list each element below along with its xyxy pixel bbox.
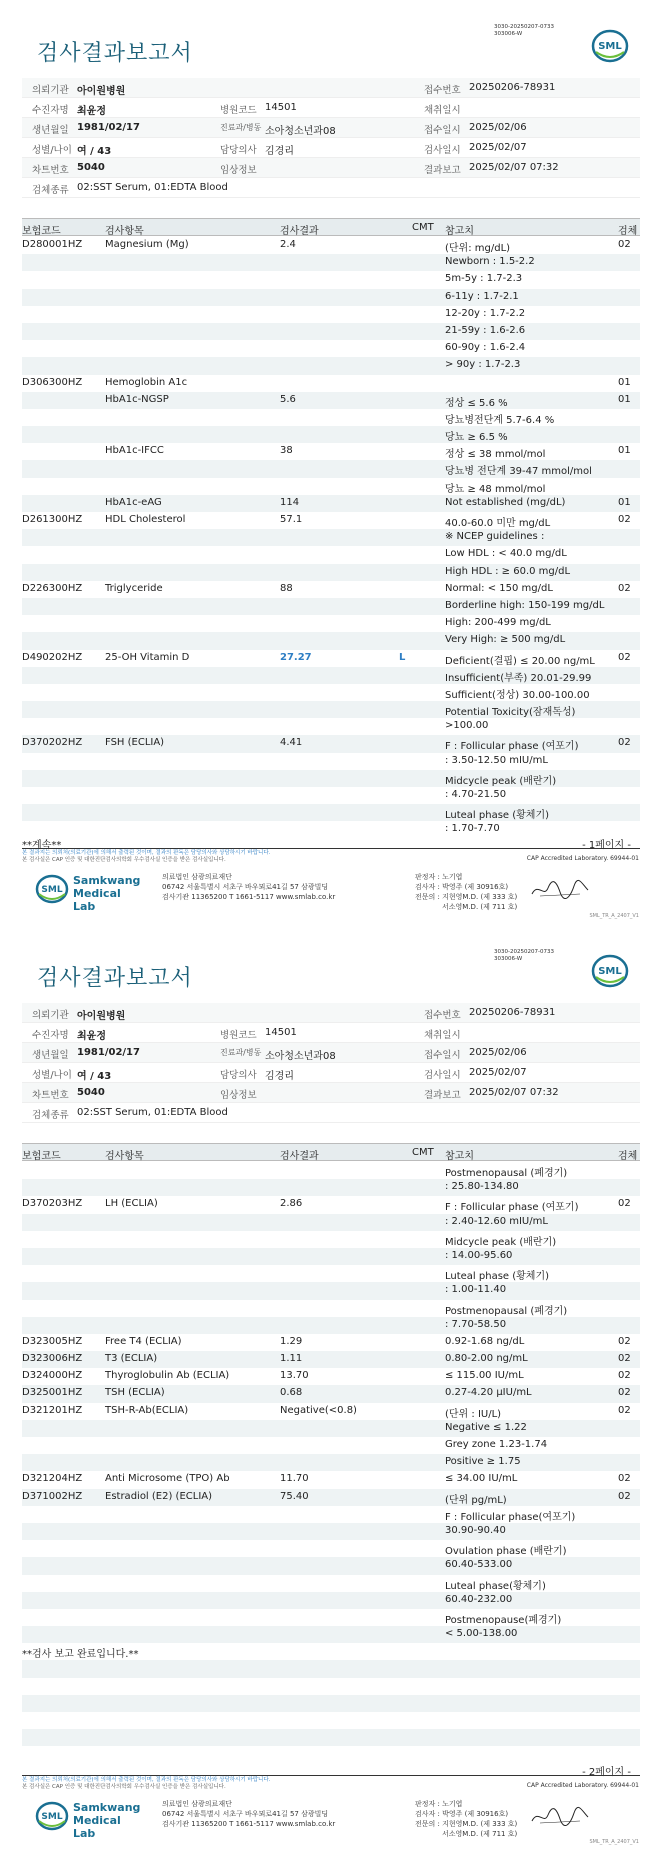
table-row — [22, 598, 640, 615]
row-reference: Borderline high: 150-199 mg/dL — [445, 599, 605, 611]
lab-address: 의료법인 삼광의료재단 06742 서울특별시 서초구 바우뫼로41길 57 삼광빌딩 검사기관 11365200 T 1661-5117 www.smlab.co.kr — [162, 1800, 336, 1828]
row-code: D370202HZ — [22, 737, 83, 749]
table-row — [22, 1575, 640, 1592]
row-item: Estradiol (E2) (ECLIA) — [105, 1490, 213, 1502]
table-row — [22, 1403, 640, 1420]
svg-text:SML: SML — [598, 966, 622, 977]
report-date: 2025/02/07 07:32 — [469, 1087, 559, 1098]
row-item: HbA1c-eAG — [105, 496, 162, 508]
disclaimer: 본 결과지는 의뢰처(의료기관)에 의해서 출력된 것이며, 결과의 판독은 담당의사와 상담하시기 바랍니다. 본 검사실은 CAP 인증 및 대한진단검사의학회 우수검사실 인증을 받은 검사실입니다. — [22, 1777, 271, 1790]
samkwang-logo-icon — [35, 1799, 69, 1833]
row-result: 1.11 — [280, 1353, 303, 1365]
row-reference: 당뇨병 전단계 39-47 mmol/mol — [445, 466, 592, 478]
row-code: D325001HZ — [22, 1387, 83, 1399]
report-title: 검사결과보고서 — [37, 41, 193, 66]
row-code: D321204HZ — [22, 1473, 83, 1485]
row-reference: Postmenopausal (폐경기) — [445, 1305, 568, 1317]
row-reference: 6-11y : 1.7-2.1 — [445, 290, 519, 302]
receipt-date: 2025/02/06 — [469, 1047, 527, 1058]
row-reference: : 1.00-11.40 — [445, 1284, 507, 1296]
institution: 아이원병원 — [77, 1011, 126, 1022]
table-row — [22, 1626, 640, 1643]
table-row — [22, 753, 640, 770]
dept: 소아청소년과08 — [265, 1051, 336, 1062]
table-row — [22, 821, 640, 838]
row-reference: Midcycle peak (배란기) — [445, 775, 557, 787]
row-reference: 정상 ≤ 38 mmol/mol — [445, 449, 546, 461]
svg-text:SML: SML — [41, 885, 63, 895]
row-result: Negative(<0.8) — [280, 1404, 357, 1416]
row-reference: 40.0-60.0 미만 mg/dL — [445, 518, 551, 529]
table-row — [22, 1609, 640, 1626]
table-row — [22, 1592, 640, 1609]
hospital-code: 14501 — [265, 1027, 297, 1038]
row-reference: 60-90y : 1.6-2.4 — [445, 342, 526, 354]
row-reference: : 1.70-7.70 — [445, 823, 500, 835]
table-row — [22, 495, 640, 512]
row-result: 4.41 — [280, 737, 303, 749]
row-item: Triglyceride — [105, 582, 163, 594]
results-header: 보험코드 검사항목 검사결과 CMT 참고치 검체 — [22, 218, 640, 236]
row-result: 5.6 — [280, 393, 296, 405]
dob: 1981/02/17 — [77, 1047, 140, 1058]
row-item: TSH-R-Ab(ECLIA) — [105, 1404, 189, 1416]
test-date: 2025/02/07 — [469, 142, 527, 153]
page-number: - 1페이지 - — [582, 840, 631, 851]
row-reference: Low HDL : < 40.0 mg/dL — [445, 548, 567, 560]
row-reference: 당뇨 ≥ 6.5 % — [445, 432, 508, 444]
row-code: D324000HZ — [22, 1370, 83, 1382]
row-specimen: 02 — [618, 239, 631, 250]
row-reference: > 90y : 1.7-2.3 — [445, 359, 521, 371]
table-row — [22, 1368, 640, 1385]
table-row — [22, 443, 640, 460]
dept: 소아청소년과08 — [265, 126, 336, 137]
table-row — [22, 804, 640, 821]
row-result: 38 — [280, 445, 293, 457]
table-row — [22, 1746, 640, 1763]
table-row — [22, 1351, 640, 1368]
row-specimen: 02 — [618, 1404, 631, 1416]
row-reference: F : Follicular phase (여포기) — [445, 741, 579, 753]
row-reference: Luteal phase (황체기) — [445, 1271, 550, 1283]
row-result: 1.29 — [280, 1335, 303, 1347]
row-specimen: 02 — [618, 1353, 631, 1365]
row-reference: Not established (mg/dL) — [445, 496, 566, 508]
row-item: LH (ECLIA) — [105, 1198, 158, 1210]
row-reference: Positive ≥ 1.75 — [445, 1456, 521, 1468]
table-row — [22, 735, 640, 752]
results-table-page-1 — [22, 237, 640, 839]
table-row — [22, 306, 640, 323]
sml-logo-icon — [591, 28, 629, 64]
row-item: Anti Microsome (TPO) Ab — [105, 1473, 230, 1485]
barcode-text: 3030-20250207-0733 303006-W — [494, 949, 554, 962]
table-row — [22, 1437, 640, 1454]
table-row — [22, 770, 640, 787]
row-result: 11.70 — [280, 1473, 309, 1485]
test-date: 2025/02/07 — [469, 1067, 527, 1078]
table-row — [22, 289, 640, 306]
row-reference: F : Follicular phase(여포기) — [445, 1511, 576, 1523]
row-reference: Grey zone 1.23-1.74 — [445, 1439, 548, 1450]
row-specimen: 01 — [618, 376, 631, 388]
samkwang-logo: SML Samkwang Medical Lab — [35, 868, 135, 910]
report-title: 검사결과보고서 — [37, 966, 193, 991]
row-result: 57.1 — [280, 514, 303, 525]
row-reference: (단위 : IU/L) — [445, 1408, 502, 1420]
row-reference: 30.90-90.40 — [445, 1524, 506, 1536]
table-row — [22, 1196, 640, 1213]
results-table-page-2 — [22, 1162, 640, 1764]
row-reference: : 2.40-12.60 mIU/mL — [445, 1215, 548, 1227]
row-specimen: 02 — [618, 1370, 631, 1382]
row-reference: >100.00 — [445, 720, 489, 732]
row-result: 27.27 — [280, 651, 312, 663]
table-row — [22, 1317, 640, 1334]
row-specimen: 02 — [618, 1387, 631, 1399]
table-row — [22, 1523, 640, 1540]
row-code: D490202HZ — [22, 651, 83, 663]
row-specimen: 02 — [618, 1198, 631, 1210]
row-specimen: 01 — [618, 496, 631, 508]
row-item: 25-OH Vitamin D — [105, 651, 190, 663]
row-specimen: 02 — [618, 582, 631, 594]
table-row — [22, 340, 640, 357]
row-reference: Negative ≤ 1.22 — [445, 1421, 527, 1433]
row-reference: Luteal phase(황체기) — [445, 1580, 546, 1592]
table-row — [22, 512, 640, 529]
patient-name: 최윤정 — [77, 1031, 106, 1042]
table-row — [22, 650, 640, 667]
table-row — [22, 718, 640, 735]
row-reference: Insufficient(부족) 20.01-29.99 — [445, 672, 592, 684]
row-reference: Postmenopausal (폐경기) — [445, 1168, 568, 1179]
specimen: 02:SST Serum, 01:EDTA Blood — [77, 182, 228, 193]
table-row — [22, 1179, 640, 1196]
table-row — [22, 1557, 640, 1574]
table-row — [22, 426, 640, 443]
row-item: HbA1c-IFCC — [105, 445, 164, 457]
patient-info: 의뢰기관 아이원병원 접수번호 20250206-78931 수진자명 최윤정 병원코드 14501 채취일시 생년월일 1981/02/17 진료과/병동 소아청소년과08 접수일시 2025/02/06 성별/나이 여 / 43 담당의사 김경리 검사일시 2025/02/07 차트번호 5040 임상정보 결과보고 2025/02/07 07:32 검체종류 02:SST Serum, 01:EDTA Blood — [22, 1003, 640, 1123]
table-row — [22, 615, 640, 632]
patient-info: 의뢰기관 아이원병원 접수번호 20250206-78931 수진자명 최윤정 병원코드 14501 채취일시 생년월일 1981/02/17 진료과/병동 소아청소년과08 접수일시 2025/02/06 성별/나이 여 / 43 담당의사 김경리 검사일시 2025/02/07 차트번호 5040 임상정보 결과보고 2025/02/07 07:32 검체종류 02:SST Serum, 01:EDTA Blood — [22, 78, 640, 198]
row-code: D371002HZ — [22, 1490, 83, 1502]
barcode-text: 3030-20250207-0733 303006-W — [494, 24, 554, 37]
row-reference: : 25.80-134.80 — [445, 1181, 519, 1193]
row-result: 0.68 — [280, 1387, 303, 1399]
row-reference: Midcycle peak (배란기) — [445, 1236, 557, 1248]
table-row — [22, 1214, 640, 1231]
table-row — [22, 1454, 640, 1471]
row-item: Free T4 (ECLIA) — [105, 1335, 182, 1347]
table-row — [22, 564, 640, 581]
table-row — [22, 409, 640, 426]
row-reference: 0.92-1.68 ng/dL — [445, 1335, 525, 1347]
row-reference: (단위: mg/dL) — [445, 243, 511, 254]
cap-accreditation: CAP Accredited Laboratory. 69944-01 — [526, 1782, 639, 1789]
table-row — [22, 1643, 640, 1660]
table-row — [22, 667, 640, 684]
continued-label: **계속** — [22, 840, 62, 851]
table-row — [22, 1729, 640, 1746]
row-item: Thyroglobulin Ab (ECLIA) — [105, 1370, 230, 1382]
row-reference: 60.40-533.00 — [445, 1559, 513, 1571]
row-reference: : 7.70-58.50 — [445, 1318, 507, 1330]
table-row — [22, 392, 640, 409]
row-code: D323006HZ — [22, 1353, 83, 1365]
row-reference: : 14.00-95.60 — [445, 1249, 513, 1261]
table-row — [22, 323, 640, 340]
chart-no: 5040 — [77, 162, 105, 173]
chart-no: 5040 — [77, 1087, 105, 1098]
report-date: 2025/02/07 07:32 — [469, 162, 559, 173]
doctor: 김경리 — [265, 1071, 294, 1082]
row-code: D323005HZ — [22, 1335, 83, 1347]
cap-accreditation: CAP Accredited Laboratory. 69944-01 — [526, 855, 639, 862]
row-specimen: 02 — [618, 514, 631, 525]
samkwang-logo: SML Samkwang Medical Lab — [35, 1795, 135, 1837]
row-result: 13.70 — [280, 1370, 309, 1382]
table-row — [22, 237, 640, 254]
row-code: D226300HZ — [22, 582, 83, 594]
row-reference: Newborn : 1.5-2.2 — [445, 256, 535, 268]
row-code: D321201HZ — [22, 1404, 83, 1416]
table-row — [22, 684, 640, 701]
table-row — [22, 478, 640, 495]
doctor: 김경리 — [265, 146, 294, 157]
row-item: FSH (ECLIA) — [105, 737, 165, 749]
row-reference: 5m-5y : 1.7-2.3 — [445, 273, 523, 285]
table-row — [22, 1489, 640, 1506]
form-code: SML_TR_A_2407_V1 — [589, 1839, 639, 1845]
row-item: TSH (ECLIA) — [105, 1387, 165, 1399]
table-row — [22, 1248, 640, 1265]
row-reference: : 3.50-12.50 mIU/mL — [445, 754, 548, 766]
row-reference: (단위 pg/mL) — [445, 1494, 507, 1506]
table-row — [22, 1678, 640, 1695]
row-reference: < 5.00-138.00 — [445, 1628, 518, 1640]
page-number: - 2페이지 - — [582, 1767, 631, 1778]
row-specimen: 02 — [618, 1490, 631, 1502]
table-row — [22, 529, 640, 546]
row-code: D306300HZ — [22, 376, 83, 388]
row-result: 2.86 — [280, 1198, 303, 1210]
row-specimen: 02 — [618, 1335, 631, 1347]
table-row — [22, 1540, 640, 1557]
signatories: 판정자 : 노기엽 검사자 : 박영주 (제 30916호) 전문의 : 지현영M.D. (제 333 호) 서소영M.D. (제 711 호) — [415, 873, 518, 911]
row-code: D280001HZ — [22, 239, 83, 250]
table-row — [22, 1471, 640, 1488]
row-reference: F : Follicular phase (여포기) — [445, 1202, 579, 1214]
report-page-2 — [0, 925, 655, 1850]
row-reference: Ovulation phase (배란기) — [445, 1546, 567, 1558]
receipt-no: 20250206-78931 — [469, 82, 556, 93]
disclaimer: 본 결과지는 의뢰처(의료기관)에 의해서 출력된 것이며, 결과의 판독은 담당의사와 상담하시기 바랍니다. 본 검사실은 CAP 인증 및 대한진단검사의학회 우수검사실 인증을 받은 검사실입니다. — [22, 850, 271, 863]
row-reference: High HDL : ≥ 60.0 mg/dL — [445, 565, 571, 577]
table-row — [22, 1300, 640, 1317]
row-reference: ≤ 115.00 IU/mL — [445, 1370, 524, 1382]
patient-name: 최윤정 — [77, 106, 106, 117]
row-reference: 60.40-232.00 — [445, 1593, 513, 1605]
samkwang-logo-icon — [35, 872, 69, 906]
row-reference: 0.27-4.20 μIU/mL — [445, 1387, 532, 1399]
dob: 1981/02/17 — [77, 122, 140, 133]
table-row — [22, 1162, 640, 1179]
signature-icon — [530, 878, 590, 902]
table-row — [22, 701, 640, 718]
row-result: 88 — [280, 582, 293, 594]
sml-logo-icon — [591, 953, 629, 989]
table-row — [22, 271, 640, 288]
row-specimen: 01 — [618, 393, 631, 405]
row-code: D370203HZ — [22, 1198, 83, 1210]
receipt-no: 20250206-78931 — [469, 1007, 556, 1018]
table-row — [22, 254, 640, 271]
row-reference: Deficient(결핍) ≤ 20.00 ng/mL — [445, 655, 595, 667]
table-row — [22, 375, 640, 392]
row-reference: Postmenopause(폐경기) — [445, 1614, 562, 1626]
row-result: 114 — [280, 496, 300, 508]
row-reference: ※ NCEP guidelines : — [445, 531, 545, 543]
row-item: HbA1c-NGSP — [105, 393, 169, 405]
table-row — [22, 1660, 640, 1677]
row-item: T3 (ECLIA) — [105, 1353, 158, 1365]
table-row — [22, 460, 640, 477]
row-result: 2.4 — [280, 239, 296, 250]
signatories: 판정자 : 노기엽 검사자 : 박영주 (제 30916호) 전문의 : 지현영M.D. (제 333 호) 서소영M.D. (제 711 호) — [415, 1800, 518, 1838]
table-row — [22, 1334, 640, 1351]
row-reference: High: 200-499 mg/dL — [445, 617, 551, 629]
svg-text:SML: SML — [598, 41, 622, 52]
table-row — [22, 1506, 640, 1523]
lab-address: 의료법인 삼광의료재단 06742 서울특별시 서초구 바우뫼로41길 57 삼광빌딩 검사기관 11365200 T 1661-5117 www.smlab.co.kr — [162, 873, 336, 901]
row-code: **검사 보고 완료입니다.** — [22, 1649, 139, 1661]
table-row — [22, 357, 640, 374]
table-row — [22, 546, 640, 563]
hospital-code: 14501 — [265, 102, 297, 113]
row-item: HDL Cholesterol — [105, 514, 186, 525]
table-row — [22, 1282, 640, 1299]
signature-icon — [530, 1805, 590, 1829]
table-row — [22, 581, 640, 598]
row-reference: Potential Toxicity(잠재독성) — [445, 707, 576, 719]
receipt-date: 2025/02/06 — [469, 122, 527, 133]
results-header: 보험코드 검사항목 검사결과 CMT 참고치 검체 — [22, 1143, 640, 1161]
row-reference: Sufficient(정상) 30.00-100.00 — [445, 689, 590, 701]
form-code: SML_TR_A_2407_V1 — [589, 913, 639, 919]
institution: 아이원병원 — [77, 86, 126, 97]
row-specimen: 02 — [618, 737, 631, 749]
row-reference: ≤ 34.00 IU/mL — [445, 1473, 518, 1485]
row-reference: Luteal phase (황체기) — [445, 810, 550, 822]
row-specimen: 02 — [618, 651, 631, 663]
row-reference: 정상 ≤ 5.6 % — [445, 397, 508, 409]
table-row — [22, 787, 640, 804]
table-row — [22, 1231, 640, 1248]
row-item: Magnesium (Mg) — [105, 239, 189, 250]
table-row — [22, 1712, 640, 1729]
row-specimen: 02 — [618, 1473, 631, 1485]
sex-age: 여 / 43 — [77, 1071, 112, 1082]
row-code: D261300HZ — [22, 514, 83, 525]
row-reference: Very High: ≥ 500 mg/dL — [445, 634, 566, 646]
row-reference: 21-59y : 1.6-2.6 — [445, 324, 526, 336]
row-reference: 12-20y : 1.7-2.2 — [445, 307, 526, 319]
row-item: Hemoglobin A1c — [105, 376, 188, 388]
row-reference: 당뇨병전단계 5.7-6.4 % — [445, 414, 555, 426]
row-reference: : 4.70-21.50 — [445, 789, 507, 800]
table-row — [22, 1265, 640, 1282]
svg-text:SML: SML — [41, 1812, 63, 1822]
row-reference: Normal: < 150 mg/dL — [445, 582, 553, 594]
table-row — [22, 1695, 640, 1712]
row-result: 75.40 — [280, 1490, 309, 1502]
table-row — [22, 1385, 640, 1402]
table-row — [22, 1420, 640, 1437]
specimen: 02:SST Serum, 01:EDTA Blood — [77, 1107, 228, 1118]
row-reference: 0.80-2.00 ng/mL — [445, 1353, 528, 1365]
sex-age: 여 / 43 — [77, 146, 112, 157]
table-row — [22, 632, 640, 649]
row-specimen: 01 — [618, 445, 631, 457]
row-cmt: L — [399, 651, 406, 663]
row-reference: 당뇨 ≥ 48 mmol/mol — [445, 483, 546, 495]
